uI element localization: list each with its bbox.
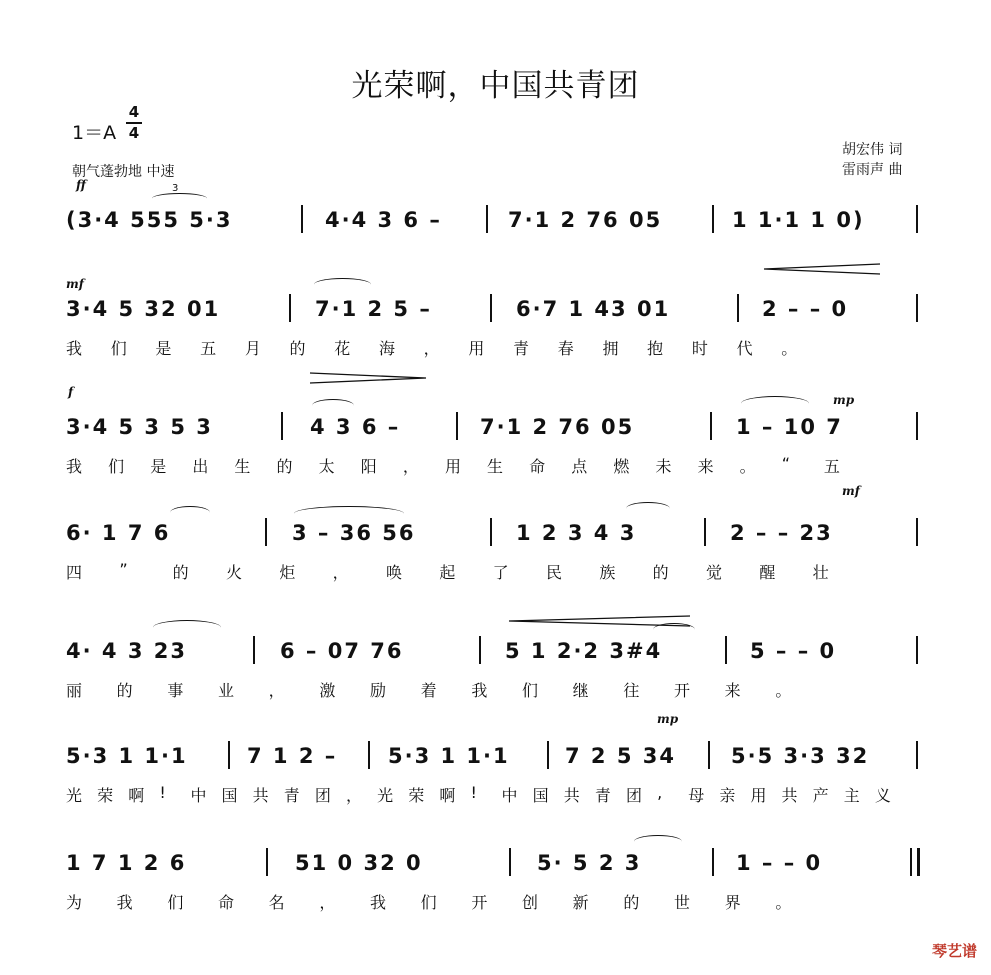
lyric-char: 中 — [190, 786, 207, 805]
lyric-char: 唤 — [386, 563, 403, 582]
lyric-char: 荣 — [408, 786, 424, 805]
lyric-char: 共 — [252, 786, 269, 805]
lyric-char: 火 — [226, 563, 243, 582]
lyric-char: 我 — [116, 893, 133, 912]
slur — [314, 278, 371, 291]
bar-line — [704, 518, 706, 546]
bar-line — [479, 636, 481, 664]
lyric-char: 。 — [775, 893, 792, 912]
measure: 5·5 3·3 32 — [731, 744, 870, 768]
lyric-char: ! — [159, 783, 166, 802]
bar-line — [368, 741, 370, 769]
song-title: 光荣啊，中国共青团 — [351, 68, 640, 104]
bar-line — [710, 412, 712, 440]
bar-line — [486, 205, 488, 233]
lyric-char: 为 — [66, 893, 83, 912]
slur — [312, 399, 354, 412]
time-signature-numerator: 4 — [128, 103, 140, 121]
measure: 7·1 2 76 05 — [480, 415, 635, 439]
lyric-char: ， — [332, 563, 349, 582]
bar-line — [725, 636, 727, 664]
slur — [153, 620, 221, 635]
lyric-char: 的 — [289, 339, 306, 358]
measure: 7·1 2 5 – — [315, 297, 432, 321]
lyric-char: 国 — [532, 786, 549, 805]
bar-line — [916, 412, 918, 440]
lyric-char: 荣 — [97, 786, 113, 805]
dynamic-mf: mf — [66, 277, 84, 291]
measure: 1 7 1 2 6 — [66, 851, 187, 875]
notation-row-7 — [60, 851, 920, 895]
lyric-char: 们 — [522, 681, 539, 700]
lyric-char: 团 — [314, 786, 331, 805]
lyric-char: 五 — [200, 339, 217, 358]
lyric-char: 出 — [192, 457, 209, 476]
measure: 2 – – 23 — [730, 521, 833, 545]
lyric-char: 起 — [439, 563, 456, 582]
lyric-char: 点 — [571, 457, 588, 476]
bar-line — [265, 518, 267, 546]
lyric-char: , — [657, 783, 662, 802]
lyric-char: 炬 — [279, 563, 296, 582]
lyric-char: 母 — [688, 786, 704, 805]
final-bar-line — [910, 848, 920, 876]
lyric-char: ” — [119, 560, 128, 579]
bar-line — [490, 518, 492, 546]
lyric-char: 主 — [843, 786, 860, 805]
measure: 2 – – 0 — [762, 297, 849, 321]
lyric-char: 啊 — [439, 786, 456, 805]
lyric-char: ， — [268, 681, 285, 700]
dynamic-f: f — [68, 385, 74, 399]
lyric-char: 的 — [623, 893, 640, 912]
lyric-char: 族 — [599, 563, 616, 582]
lyric-char: 来 — [724, 681, 741, 700]
lyric-char: 国 — [221, 786, 238, 805]
dynamic-mf: mf — [842, 484, 860, 498]
lyric-char: 我 — [370, 893, 387, 912]
bar-line — [266, 848, 268, 876]
lyric-char: 民 — [546, 563, 563, 582]
lyric-char: ， — [402, 457, 419, 476]
lyric-char: 丽 — [66, 681, 83, 700]
lyric-char: 阳 — [360, 457, 377, 476]
lyric-char: 名 — [268, 893, 285, 912]
lyric-char: “ — [781, 454, 791, 473]
lyric-char: 海 — [378, 339, 395, 358]
measure: 7 2 5 34 — [565, 744, 676, 768]
measure: 7·1 2 76 05 — [508, 208, 663, 232]
lyric-char: 未 — [655, 457, 672, 476]
lyric-char: 亲 — [719, 786, 736, 805]
lyric-char: 中 — [501, 786, 518, 805]
lyric-char: 继 — [572, 681, 589, 700]
slur — [634, 835, 682, 848]
slur — [653, 623, 695, 636]
measure: 3·4 5 32 01 — [66, 297, 221, 321]
bar-line — [916, 741, 918, 769]
lyric-char: 们 — [167, 893, 184, 912]
lyric-char: 是 — [155, 339, 172, 358]
watermark-logo: 琴艺谱 — [931, 942, 977, 960]
lyric-char: 生 — [234, 457, 251, 476]
lyric-char: 的 — [116, 681, 133, 700]
notation-row-5 — [60, 639, 920, 683]
lyric-char: 拥 — [602, 339, 619, 358]
measure: 1 – – 0 — [736, 851, 823, 875]
slur — [152, 193, 207, 204]
lyric-char: 是 — [150, 457, 167, 476]
bar-line — [916, 294, 918, 322]
notation-row-3 — [60, 415, 920, 459]
lyric-char: 壮 — [812, 563, 829, 582]
lyric-char: 用 — [468, 339, 485, 358]
tempo-marking: 朝气蓬勃地 中速 — [72, 164, 175, 180]
measure: 5·3 1 1·1 — [388, 744, 510, 768]
lyric-char: 我 — [66, 457, 83, 476]
lyric-char: ， — [319, 893, 336, 912]
lyric-char: 命 — [218, 893, 235, 912]
lyric-char: 产 — [812, 786, 829, 805]
lyric-char: 们 — [110, 339, 127, 358]
lyric-char: 界 — [724, 893, 741, 912]
bar-line — [301, 205, 303, 233]
lyric-char: 五 — [823, 457, 840, 476]
bar-line — [708, 741, 710, 769]
measure: 6· 1 7 6 — [66, 521, 171, 545]
lyric-char: ! — [470, 783, 477, 802]
lyric-char: 往 — [623, 681, 640, 700]
measure: 1 – 10 7 — [736, 415, 843, 439]
measure: 5· 5 2 3 — [537, 851, 642, 875]
bar-line — [289, 294, 291, 322]
lyric-char: 光 — [377, 786, 393, 805]
lyric-char: 励 — [370, 681, 387, 700]
credits — [842, 140, 902, 180]
lyric-char: 的 — [652, 563, 669, 582]
lyric-char: 团 — [626, 786, 642, 805]
lyric-char: 觉 — [706, 563, 723, 582]
lyric-char: 。 — [739, 457, 756, 476]
lyric-char: ， — [423, 339, 440, 358]
decrescendo-hairpin — [306, 371, 431, 385]
notation-row-6 — [60, 744, 920, 788]
crescendo-hairpin — [760, 262, 885, 276]
bar-line — [712, 848, 714, 876]
lyric-char: 春 — [557, 339, 574, 358]
lyric-char: 青 — [283, 786, 300, 805]
lyric-char: 太 — [318, 457, 335, 476]
lyric-char: 。 — [775, 681, 792, 700]
bar-line — [456, 412, 458, 440]
lyric-char: 时 — [691, 339, 708, 358]
measure: 1 1·1 1 0) — [732, 208, 865, 232]
measure: 1 2 3 4 3 — [516, 521, 637, 545]
bar-line — [737, 294, 739, 322]
lyric-char: 共 — [563, 786, 580, 805]
lyric-char: 用 — [750, 786, 767, 805]
measure: 6 – 07 76 — [280, 639, 404, 663]
bar-line — [547, 741, 549, 769]
lyric-char: 抱 — [647, 339, 664, 358]
bar-line — [281, 412, 283, 440]
time-signature-denominator: 4 — [128, 124, 140, 142]
key-signature: 1＝A — [72, 122, 117, 144]
lyric-char: 开 — [674, 681, 691, 700]
bar-line — [916, 636, 918, 664]
lyric-char: 着 — [420, 681, 437, 700]
lyric-char: 代 — [736, 339, 753, 358]
lyric-char: 新 — [572, 893, 589, 912]
lyric-char: 的 — [276, 457, 293, 476]
composer: 雷雨声 曲 — [842, 162, 903, 178]
bar-line — [916, 518, 918, 546]
lyric-char: 的 — [172, 563, 189, 582]
measure: 4·4 3 6 – — [325, 208, 442, 232]
lyric-char: ， — [346, 786, 362, 805]
lyric-char: 四 — [66, 563, 83, 582]
slur — [170, 506, 210, 519]
lyric-char: 激 — [319, 681, 336, 700]
lyric-char: 用 — [444, 457, 461, 476]
lyric-char: 创 — [522, 893, 539, 912]
lyric-char: 青 — [513, 339, 530, 358]
bar-line — [228, 741, 230, 769]
measure: 4· 4 3 23 — [66, 639, 187, 663]
lyric-char: 啊 — [128, 786, 144, 805]
dynamic-mp: mp — [657, 712, 679, 726]
lyric-char: 我 — [66, 339, 83, 358]
lyric-char: 燃 — [613, 457, 630, 476]
lyric-char: 我 — [471, 681, 488, 700]
lyric-char: 事 — [167, 681, 184, 700]
bar-line — [916, 205, 918, 233]
slur — [626, 502, 670, 515]
lyric-char: 共 — [781, 786, 798, 805]
lyric-char: 。 — [781, 339, 798, 358]
lyric-char: 业 — [218, 681, 235, 700]
dynamic-mp: mp — [833, 393, 855, 407]
notation-row-1 — [60, 208, 920, 252]
lyric-char: 醒 — [759, 563, 776, 582]
measure: 5·3 1 1·1 — [66, 744, 188, 768]
measure: 5 1 2·2 3#4 — [505, 639, 663, 663]
slur — [294, 506, 404, 521]
measure: 7 1 2 – — [247, 744, 338, 768]
slur — [741, 396, 809, 411]
lyric-char: 们 — [420, 893, 437, 912]
lyric-char: 开 — [471, 893, 488, 912]
lyricist: 胡宏伟 词 — [842, 142, 903, 158]
lyric-char: 义 — [874, 786, 891, 805]
lyric-char: 生 — [487, 457, 504, 476]
lyric-char: 来 — [697, 457, 714, 476]
measure: 4 3 6 – — [310, 415, 401, 439]
lyric-char: 月 — [244, 339, 261, 358]
lyric-char: 青 — [594, 786, 611, 805]
bar-line — [490, 294, 492, 322]
lyric-char: 光 — [66, 786, 82, 805]
bar-line — [509, 848, 511, 876]
lyric-char: 命 — [529, 457, 546, 476]
measure: 6·7 1 43 01 — [516, 297, 671, 321]
lyric-char: 了 — [492, 563, 509, 582]
dynamic-ff: ff — [76, 178, 86, 192]
triplet-mark: 3 — [172, 183, 179, 194]
measure: (3·4 555 5·3 — [66, 208, 233, 232]
time-signature — [126, 104, 142, 142]
measure: 5 – – 0 — [750, 639, 837, 663]
lyric-char: 们 — [108, 457, 125, 476]
lyric-char: 世 — [674, 893, 691, 912]
measure: 51 0 32 0 — [295, 851, 423, 875]
bar-line — [253, 636, 255, 664]
measure: 3·4 5 3 5 3 — [66, 415, 213, 439]
bar-line — [712, 205, 714, 233]
lyric-char: 花 — [334, 339, 351, 358]
measure: 3 – 36 56 — [292, 521, 416, 545]
